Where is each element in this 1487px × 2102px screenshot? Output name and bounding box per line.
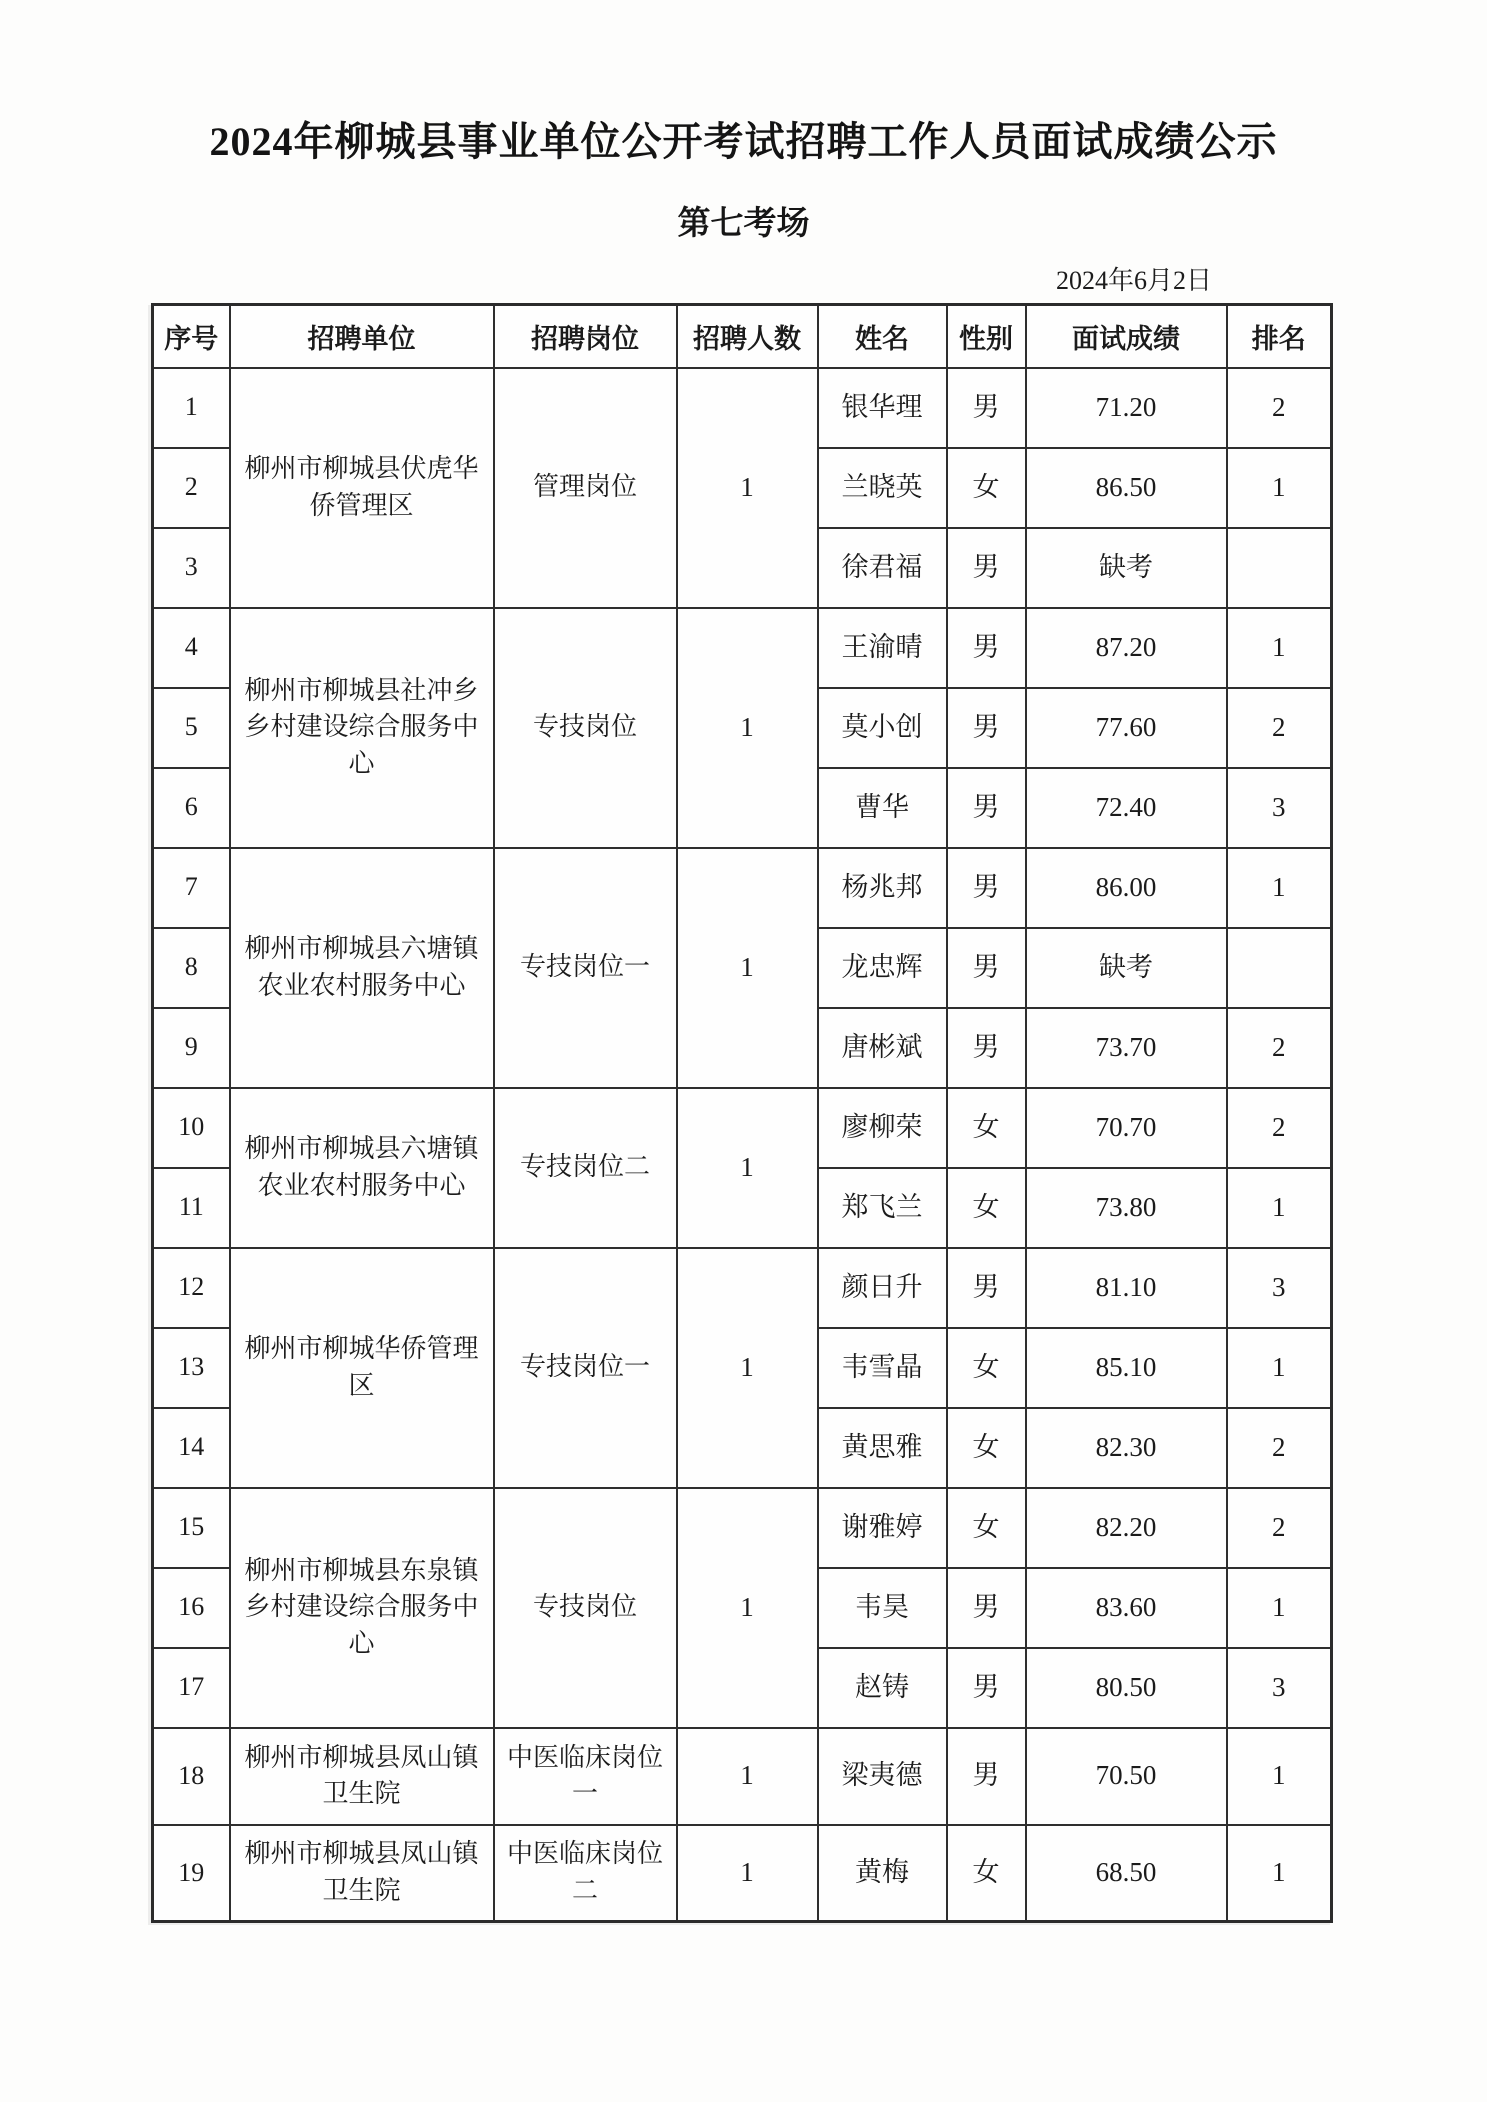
gender-cell: 男 (947, 1648, 1026, 1728)
candidate-row (153, 368, 1332, 448)
rank-cell (1227, 928, 1332, 1008)
score-cell: 87.20 (1026, 608, 1227, 688)
name-cell: 兰晓英 (818, 448, 947, 528)
gender-cell: 女 (947, 1328, 1026, 1408)
date-label: 2024年6月2日 (1055, 266, 1212, 295)
name-cell: 廖柳荣 (818, 1088, 947, 1168)
position-cell: 专技岗位一 (494, 848, 677, 1088)
exam-room-subtitle: 第七考场 (677, 206, 810, 242)
score-cell: 72.40 (1026, 768, 1227, 848)
candidate-row (153, 1248, 1332, 1328)
position-cell: 管理岗位 (494, 368, 677, 608)
header-headcount: 招聘人数 (677, 305, 818, 368)
rank-cell: 1 (1227, 1168, 1332, 1248)
headcount-cell: 1 (677, 368, 818, 608)
recruiting-unit-cell: 柳州市柳城县伏虎华侨管理区 (230, 368, 494, 608)
score-cell: 85.10 (1026, 1328, 1227, 1408)
gender-cell: 男 (947, 848, 1026, 928)
rank-cell: 3 (1227, 768, 1332, 848)
candidate-row (153, 608, 1332, 688)
candidate-row (153, 1488, 1332, 1568)
score-cell: 80.50 (1026, 1648, 1227, 1728)
gender-cell: 男 (947, 1568, 1026, 1648)
rank-cell: 1 (1227, 848, 1332, 928)
seq-no-cell: 3 (153, 528, 230, 608)
rank-cell: 1 (1227, 1728, 1332, 1825)
seq-no-cell: 16 (153, 1568, 230, 1648)
score-cell: 70.70 (1026, 1088, 1227, 1168)
position-cell: 专技岗位二 (494, 1088, 677, 1248)
name-cell: 韦昊 (818, 1568, 947, 1648)
headcount-cell: 1 (677, 1728, 818, 1825)
score-cell: 71.20 (1026, 368, 1227, 448)
interview-score-table (151, 303, 1333, 1923)
recruiting-unit-cell: 柳州市柳城县东泉镇乡村建设综合服务中心 (230, 1488, 494, 1728)
gender-cell: 男 (947, 528, 1026, 608)
name-cell: 谢雅婷 (818, 1488, 947, 1568)
header-rank: 排名 (1227, 305, 1332, 368)
header-gender: 性别 (947, 305, 1026, 368)
headcount-cell: 1 (677, 1825, 818, 1922)
seq-no-cell: 17 (153, 1648, 230, 1728)
score-cell: 81.10 (1026, 1248, 1227, 1328)
gender-cell: 男 (947, 368, 1026, 448)
seq-no-cell: 4 (153, 608, 230, 688)
name-cell: 杨兆邦 (818, 848, 947, 928)
rank-cell: 2 (1227, 1488, 1332, 1568)
rank-cell: 1 (1227, 1825, 1332, 1922)
gender-cell: 女 (947, 1825, 1026, 1922)
candidate-row (153, 1088, 1332, 1168)
score-cell: 77.60 (1026, 688, 1227, 768)
rank-cell: 1 (1227, 448, 1332, 528)
header-seq-no: 序号 (153, 305, 230, 368)
recruiting-unit-cell: 柳州市柳城县凤山镇卫生院 (230, 1728, 494, 1825)
seq-no-cell: 13 (153, 1328, 230, 1408)
name-cell: 徐君福 (818, 528, 947, 608)
recruiting-unit-cell: 柳州市柳城县社冲乡乡村建设综合服务中心 (230, 608, 494, 848)
score-cell: 86.00 (1026, 848, 1227, 928)
name-cell: 梁夷德 (818, 1728, 947, 1825)
gender-cell: 女 (947, 1408, 1026, 1488)
seq-no-cell: 6 (153, 768, 230, 848)
gender-cell: 男 (947, 1008, 1026, 1088)
name-cell: 唐彬斌 (818, 1008, 947, 1088)
header-row (153, 305, 1332, 368)
rank-cell (1227, 528, 1332, 608)
position-cell: 专技岗位 (494, 608, 677, 848)
gender-cell: 女 (947, 1088, 1026, 1168)
seq-no-cell: 1 (153, 368, 230, 448)
score-cell: 82.20 (1026, 1488, 1227, 1568)
rank-cell: 2 (1227, 1088, 1332, 1168)
gender-cell: 男 (947, 768, 1026, 848)
candidate-row (153, 1825, 1332, 1922)
gender-cell: 男 (947, 608, 1026, 688)
score-cell: 缺考 (1026, 528, 1227, 608)
name-cell: 颜日升 (818, 1248, 947, 1328)
header-name: 姓名 (818, 305, 947, 368)
candidate-row (153, 1728, 1332, 1825)
position-cell: 专技岗位 (494, 1488, 677, 1728)
rank-cell: 2 (1227, 368, 1332, 448)
name-cell: 莫小创 (818, 688, 947, 768)
rank-cell: 2 (1227, 1008, 1332, 1088)
gender-cell: 女 (947, 1168, 1026, 1248)
gender-cell: 女 (947, 1488, 1026, 1568)
seq-no-cell: 7 (153, 848, 230, 928)
score-cell: 68.50 (1026, 1825, 1227, 1922)
recruiting-unit-cell: 柳州市柳城华侨管理区 (230, 1248, 494, 1488)
name-cell: 银华理 (818, 368, 947, 448)
header-position: 招聘岗位 (494, 305, 677, 368)
position-cell: 中医临床岗位二 (494, 1825, 677, 1922)
headcount-cell: 1 (677, 1248, 818, 1488)
score-cell: 83.60 (1026, 1568, 1227, 1648)
name-cell: 黄梅 (818, 1825, 947, 1922)
position-cell: 中医临床岗位一 (494, 1728, 677, 1825)
gender-cell: 男 (947, 928, 1026, 1008)
document-title: 2024年柳城县事业单位公开考试招聘工作人员面试成绩公示 (209, 119, 1278, 164)
gender-cell: 男 (947, 688, 1026, 768)
name-cell: 曹华 (818, 768, 947, 848)
seq-no-cell: 8 (153, 928, 230, 1008)
score-cell: 82.30 (1026, 1408, 1227, 1488)
seq-no-cell: 15 (153, 1488, 230, 1568)
headcount-cell: 1 (677, 848, 818, 1088)
candidate-row (153, 848, 1332, 928)
rank-cell: 1 (1227, 608, 1332, 688)
rank-cell: 1 (1227, 1328, 1332, 1408)
gender-cell: 男 (947, 1728, 1026, 1825)
name-cell: 龙忠辉 (818, 928, 947, 1008)
seq-no-cell: 2 (153, 448, 230, 528)
headcount-cell: 1 (677, 608, 818, 848)
header-recruiting-unit: 招聘单位 (230, 305, 494, 368)
recruiting-unit-cell: 柳州市柳城县六塘镇农业农村服务中心 (230, 1088, 494, 1248)
headcount-cell: 1 (677, 1488, 818, 1728)
name-cell: 王渝晴 (818, 608, 947, 688)
headcount-cell: 1 (677, 1088, 818, 1248)
gender-cell: 男 (947, 1248, 1026, 1328)
seq-no-cell: 12 (153, 1248, 230, 1328)
seq-no-cell: 5 (153, 688, 230, 768)
recruiting-unit-cell: 柳州市柳城县六塘镇农业农村服务中心 (230, 848, 494, 1088)
seq-no-cell: 18 (153, 1728, 230, 1825)
seq-no-cell: 19 (153, 1825, 230, 1922)
name-cell: 赵铸 (818, 1648, 947, 1728)
seq-no-cell: 10 (153, 1088, 230, 1168)
rank-cell: 2 (1227, 1408, 1332, 1488)
position-cell: 专技岗位一 (494, 1248, 677, 1488)
name-cell: 黄思雅 (818, 1408, 947, 1488)
score-cell: 73.70 (1026, 1008, 1227, 1088)
name-cell: 韦雪晶 (818, 1328, 947, 1408)
recruiting-unit-cell: 柳州市柳城县凤山镇卫生院 (230, 1825, 494, 1922)
rank-cell: 1 (1227, 1568, 1332, 1648)
score-cell: 86.50 (1026, 448, 1227, 528)
rank-cell: 2 (1227, 688, 1332, 768)
score-cell: 缺考 (1026, 928, 1227, 1008)
seq-no-cell: 11 (153, 1168, 230, 1248)
rank-cell: 3 (1227, 1248, 1332, 1328)
score-cell: 70.50 (1026, 1728, 1227, 1825)
header-interview-score: 面试成绩 (1026, 305, 1227, 368)
score-cell: 73.80 (1026, 1168, 1227, 1248)
seq-no-cell: 14 (153, 1408, 230, 1488)
name-cell: 郑飞兰 (818, 1168, 947, 1248)
gender-cell: 女 (947, 448, 1026, 528)
seq-no-cell: 9 (153, 1008, 230, 1088)
rank-cell: 3 (1227, 1648, 1332, 1728)
